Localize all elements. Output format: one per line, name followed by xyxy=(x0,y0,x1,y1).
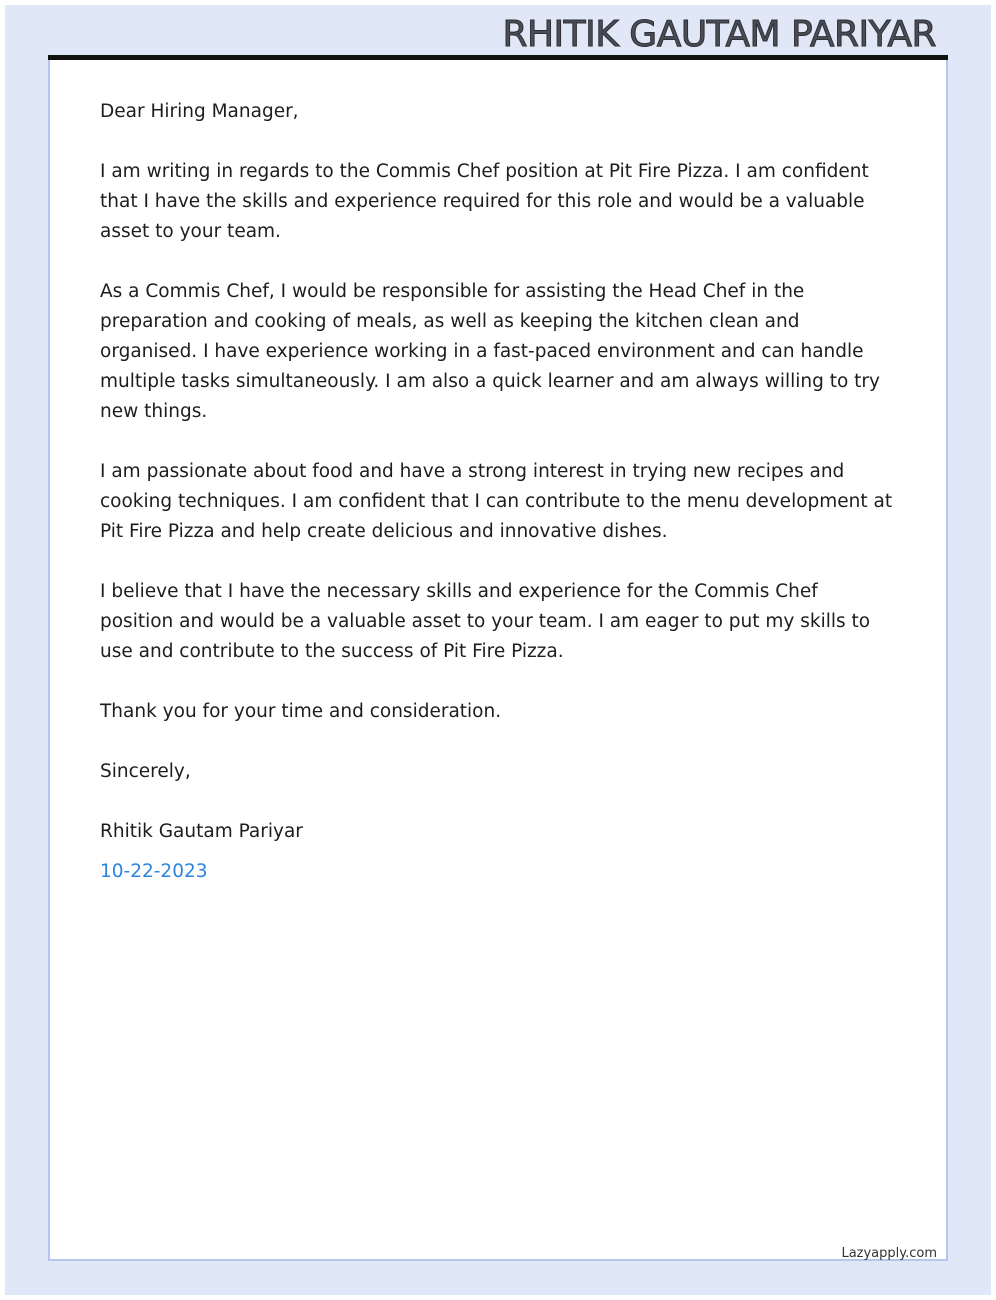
letter-paragraph-3: I am passionate about food and have a strong interest in trying new recipes and cooking techniques. I am confident that I can contribute to the menu development at Pit Fire Pizza and help create delicious and innovative dishes. xyxy=(100,461,893,542)
letter-paragraph-2: As a Commis Chef, I would be responsible for assisting the Head Chef in the preparation and cooking of meals, as well as keeping the kitchen clean and organised. I have experience working in a fast-paced environment and can handle multiple tasks simultaneously. I am also a quick learner and am always willing to try new things. xyxy=(100,281,880,422)
letter-date: 10-22-2023 xyxy=(100,861,208,882)
signature-name: Rhitik Gautam Pariyar xyxy=(100,821,303,842)
cover-letter-body xyxy=(100,97,895,887)
letter-paragraph-1: I am writing in regards to the Commis Chef position at Pit Fire Pizza. I am confident that I have the skills and experience required for this role and would be a valuable asset to your team. xyxy=(100,161,869,242)
salutation: Dear Hiring Manager, xyxy=(100,101,299,122)
closing: Sincerely, xyxy=(100,761,191,782)
applicant-name-heading: RHITIK GAUTAM PARIYAR xyxy=(502,14,936,55)
letter-paragraph-4: I believe that I have the necessary skills and experience for the Commis Chef position and would be a valuable asset to your team. I am eager to put my skills to use and contribute to the success of Pit Fire Pizza. xyxy=(100,581,871,662)
footer-brand: Lazyapply.com xyxy=(841,1246,937,1261)
thanks-line: Thank you for your time and consideration. xyxy=(100,701,502,722)
